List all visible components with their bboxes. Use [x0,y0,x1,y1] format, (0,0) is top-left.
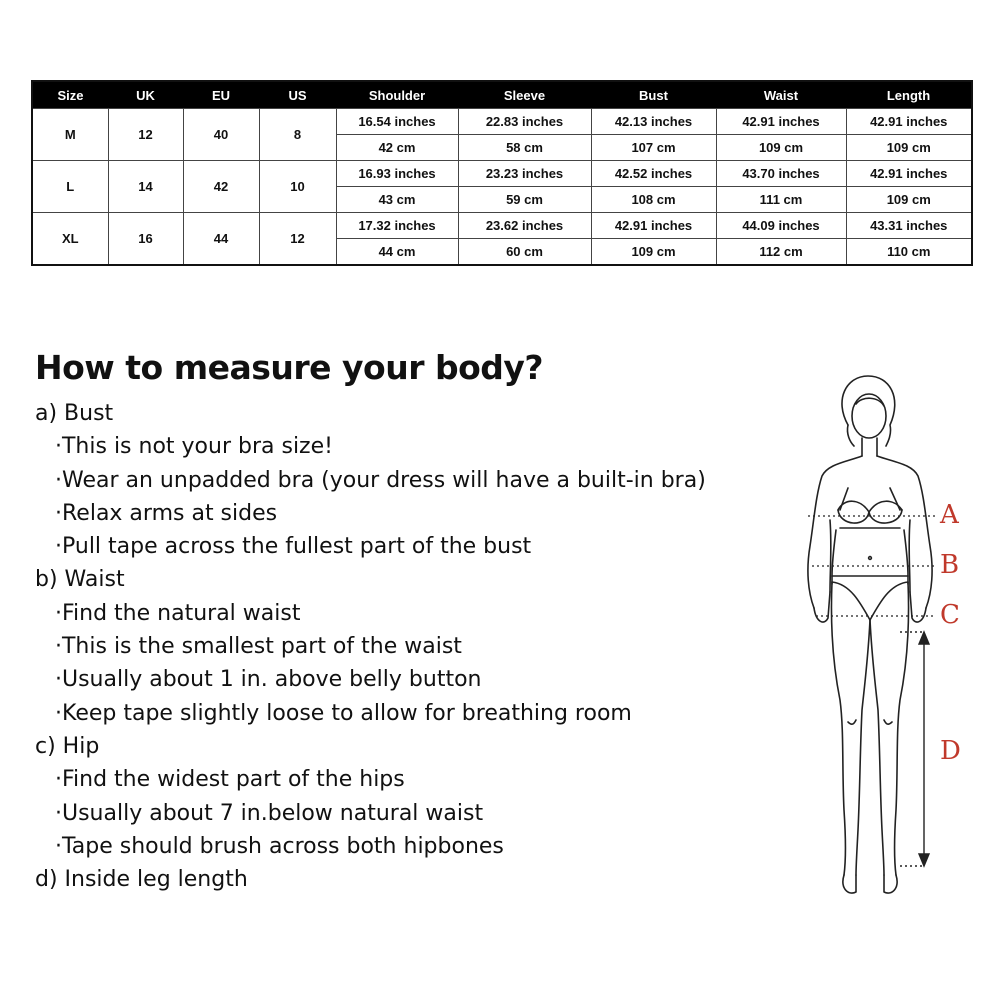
hip-tip: ·Find the widest part of the hips [55,767,405,793]
shoulder-inches-cell: 16.93 inches [336,161,458,187]
bust-tip: ·This is not your bra size! [55,434,333,460]
size-chart-table [31,80,973,266]
guide-title: How to measure your body? [35,348,544,387]
inside-leg-section-label: d) Inside leg length [35,867,248,893]
waist-cm-cell: 111 cm [716,187,846,213]
table-row [32,161,972,187]
sleeve-inches-cell: 23.62 inches [458,213,591,239]
bust-cm-cell: 108 cm [591,187,716,213]
waist-cm-cell: 112 cm [716,239,846,266]
shoulder-cm-cell: 42 cm [336,135,458,161]
length-inches-cell: 43.31 inches [846,213,972,239]
column-header: Waist [716,81,846,109]
marker-b: B [940,550,960,580]
us-size-cell: 10 [259,161,336,213]
length-cm-cell: 110 cm [846,239,972,266]
uk-size-cell: 16 [108,213,183,266]
bust-cm-cell: 107 cm [591,135,716,161]
waist-tip: ·This is the smallest part of the waist [55,634,462,660]
waist-tip: ·Usually about 1 in. above belly button [55,667,482,693]
sleeve-cm-cell: 60 cm [458,239,591,266]
hip-section-label: c) Hip [35,733,100,759]
bust-inches-cell: 42.91 inches [591,213,716,239]
body-measurement-figure [790,370,970,910]
marker-c: C [940,600,960,630]
waist-section-label: b) Waist [35,567,125,593]
eu-size-cell: 42 [183,161,259,213]
table-row [32,213,972,239]
size-cell: L [32,161,108,213]
table-header-row [32,81,972,109]
bust-inches-cell: 42.13 inches [591,109,716,135]
marker-d: D [940,736,961,766]
waist-tip: ·Find the natural waist [55,600,301,626]
us-size-cell: 8 [259,109,336,161]
body-outline-illustration [790,370,970,910]
eu-size-cell: 44 [183,213,259,266]
sleeve-cm-cell: 58 cm [458,135,591,161]
waist-tip: ·Keep tape slightly loose to allow for breathing room [55,700,632,726]
table-row [32,109,972,135]
us-size-cell: 12 [259,213,336,266]
shoulder-inches-cell: 16.54 inches [336,109,458,135]
shoulder-cm-cell: 44 cm [336,239,458,266]
column-header: Bust [591,81,716,109]
length-inches-cell: 42.91 inches [846,161,972,187]
sleeve-cm-cell: 59 cm [458,187,591,213]
column-header: UK [108,81,183,109]
length-cm-cell: 109 cm [846,187,972,213]
measurement-guide [35,348,755,896]
column-header: Shoulder [336,81,458,109]
column-header: Length [846,81,972,109]
bust-tip: ·Relax arms at sides [55,500,278,526]
waist-inches-cell: 43.70 inches [716,161,846,187]
waist-cm-cell: 109 cm [716,135,846,161]
size-cell: M [32,109,108,161]
uk-size-cell: 14 [108,161,183,213]
waist-inches-cell: 42.91 inches [716,109,846,135]
column-header: Size [32,81,108,109]
bust-tip: ·Wear an unpadded bra (your dress will have a built-in bra) [55,467,706,493]
column-header: EU [183,81,259,109]
marker-a: A [940,500,959,530]
shoulder-inches-cell: 17.32 inches [336,213,458,239]
length-inches-cell: 42.91 inches [846,109,972,135]
length-cm-cell: 109 cm [846,135,972,161]
sleeve-inches-cell: 22.83 inches [458,109,591,135]
bust-inches-cell: 42.52 inches [591,161,716,187]
waist-inches-cell: 44.09 inches [716,213,846,239]
sleeve-inches-cell: 23.23 inches [458,161,591,187]
shoulder-cm-cell: 43 cm [336,187,458,213]
column-header: Sleeve [458,81,591,109]
hip-tip: ·Usually about 7 in.below natural waist [55,800,484,826]
eu-size-cell: 40 [183,109,259,161]
bust-cm-cell: 109 cm [591,239,716,266]
size-cell: XL [32,213,108,266]
hip-tip: ·Tape should brush across both hipbones [55,833,504,859]
bust-section-label: a) Bust [35,401,114,426]
uk-size-cell: 12 [108,109,183,161]
bust-tip: ·Pull tape across the fullest part of the bust [55,534,532,560]
column-header: US [259,81,336,109]
